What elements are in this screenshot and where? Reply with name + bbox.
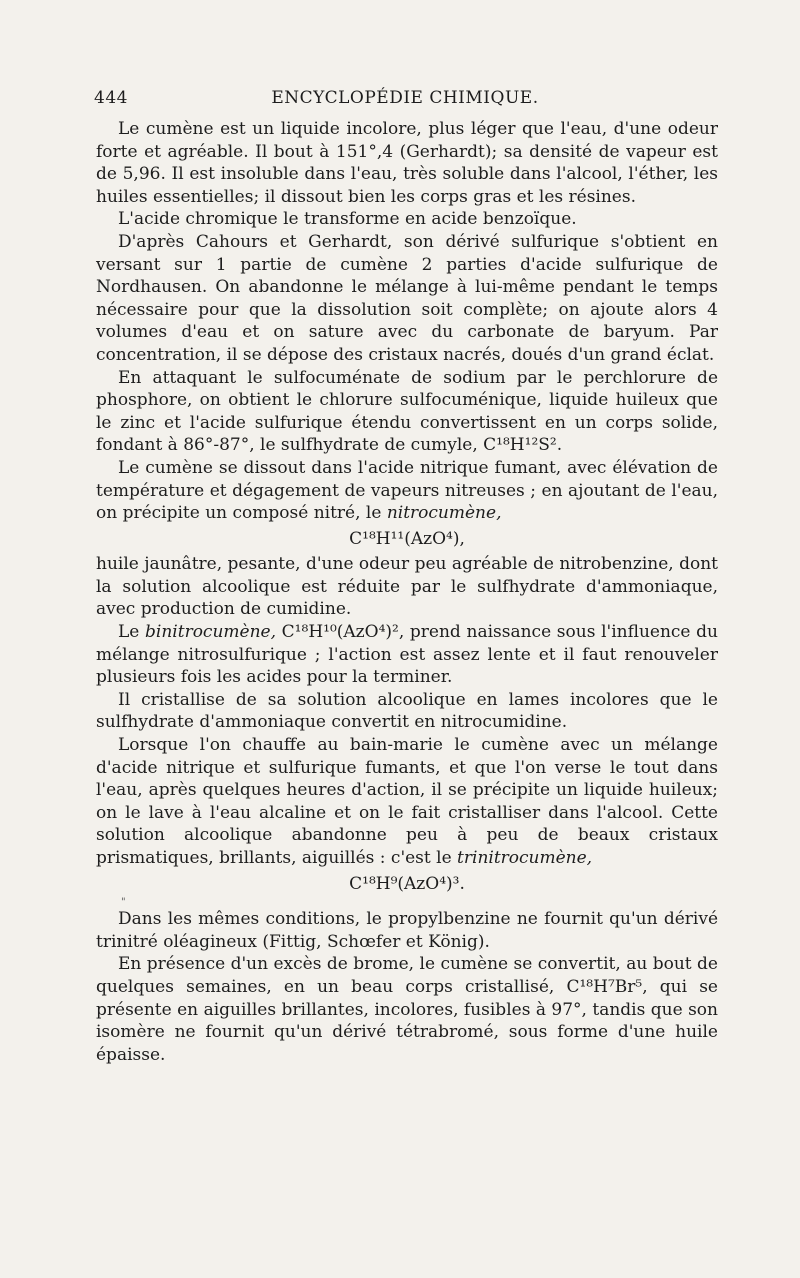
chemical-formula: C¹⁸H¹¹(AzO⁴), [349,528,465,549]
paragraph [96,908,718,953]
paragraph [96,621,718,689]
text-run: En attaquant le sulfocuménate de sodium par le perchlorure de phosphore, on obtient le chlorure sulfocuménique, liquide huileux que le zinc et l'acide sulfurique étendu convertissent en un corps solide, fondant à 86°-87°, le sulfhydrate de cumyle, C¹⁸H¹²S². [96,367,718,456]
text-run: Le cumène se dissout dans l'acide nitrique fumant, avec élévation de température et dégagement de vapeurs nitreuses ; en ajoutant de l'eau, on précipite un composé nitré, le [96,457,718,524]
page-header [94,88,716,114]
body-text [96,118,718,1066]
text-run: Le cumène est un liquide incolore, plus léger que l'eau, d'une odeur forte et agréable. Il bout à 151°,4 (Gerhardt); sa densité de vapeur est de 5,96. Il est insoluble dans l'eau, très soluble dans l'alcool, l'éther, les huiles essentielles; il dissout bien les corps gras et les résines. [96,119,718,207]
paragraph [96,118,718,208]
text-run: En présence d'un excès de brome, le cumène se convertit, au bout de quelques semaines, en un beau corps cristallisé, C¹⁸H⁷Br⁵, qui se présente en aiguilles brillantes, incolores, fusibles à 97°, tandis que son isomère ne fournit qu'un dérivé tétrabromé, sous forme d'une huile épaisse. [96,954,718,1065]
paragraph [96,734,718,870]
italic-term: trinitrocumène, [457,848,593,868]
paragraph [96,367,718,457]
paragraph [96,457,718,525]
text-run: Dans les mêmes conditions, le propylbenzine ne fournit qu'un dérivé trinitré oléagineux (Fittig, Schœfer et König). [96,909,718,952]
text-run: huile jaunâtre, pesante, d'une odeur peu agréable de nitrobenzine, dont la solution alcoolique est réduite par le sulfhydrate d'ammoniaque, avec production de cumidine. [96,554,718,620]
text-run: L'acide chromique le transforme en acide benzoïque. [118,209,577,230]
paragraph [96,689,718,734]
text-run: Le [118,622,146,643]
paragraph [96,231,718,367]
paragraph [96,953,718,1066]
italic-term: nitrocumène, [386,503,502,524]
text-run: Il cristallise de sa solution alcoolique en lames incolores que le sulfhydrate d'ammoniaque convertit en nitrocumidine. [96,689,718,733]
paragraph [96,553,718,621]
page-number: 444 [94,88,128,108]
text-run: D'après Cahours et Gerhardt, son dérivé sulfurique s'obtient en versant sur 1 partie de cumène 2 parties d'acide sulfurique de Nordhausen. On abandonne le mélange à lui-même pendant le temps nécessaire pour que la dissolution soit complète; on ajoute alors 4 volumes d'eau et on sature avec du carbonate de baryum. Par concentration, il se dépose des cristaux nacrés, doués d'un grand éclat. [96,231,718,365]
paragraph [96,208,718,231]
text-run: C¹⁸H¹⁰(AzO⁴)², prend naissance sous l'influence du mélange nitrosulfurique ; l'action est assez lente et il faut renouveler plusieurs fois les acides pour la terminer. [96,622,718,688]
italic-term: binitrocumène, [145,622,276,643]
running-title: ENCYCLOPÉDIE CHIMIQUE. [271,88,539,108]
text-run: Lorsque l'on chauffe au bain-marie le cumène avec un mélange d'acide nitrique et sulfurique fumants, et que l'on verse le tout dans l'eau, après quelques heures d'action, il se précipite un liquide huileux; on le lave à l'eau alcaline et on le fait cristalliser dans l'alcool. Cette solution alcoolique abandonne peu à peu de beaux cristaux prismatiques, brillants, aiguillés : c'est le [96,735,718,868]
chemical-formula: C¹⁸H⁹(AzO⁴)³. [349,873,465,894]
stray-mark: " [121,897,126,909]
